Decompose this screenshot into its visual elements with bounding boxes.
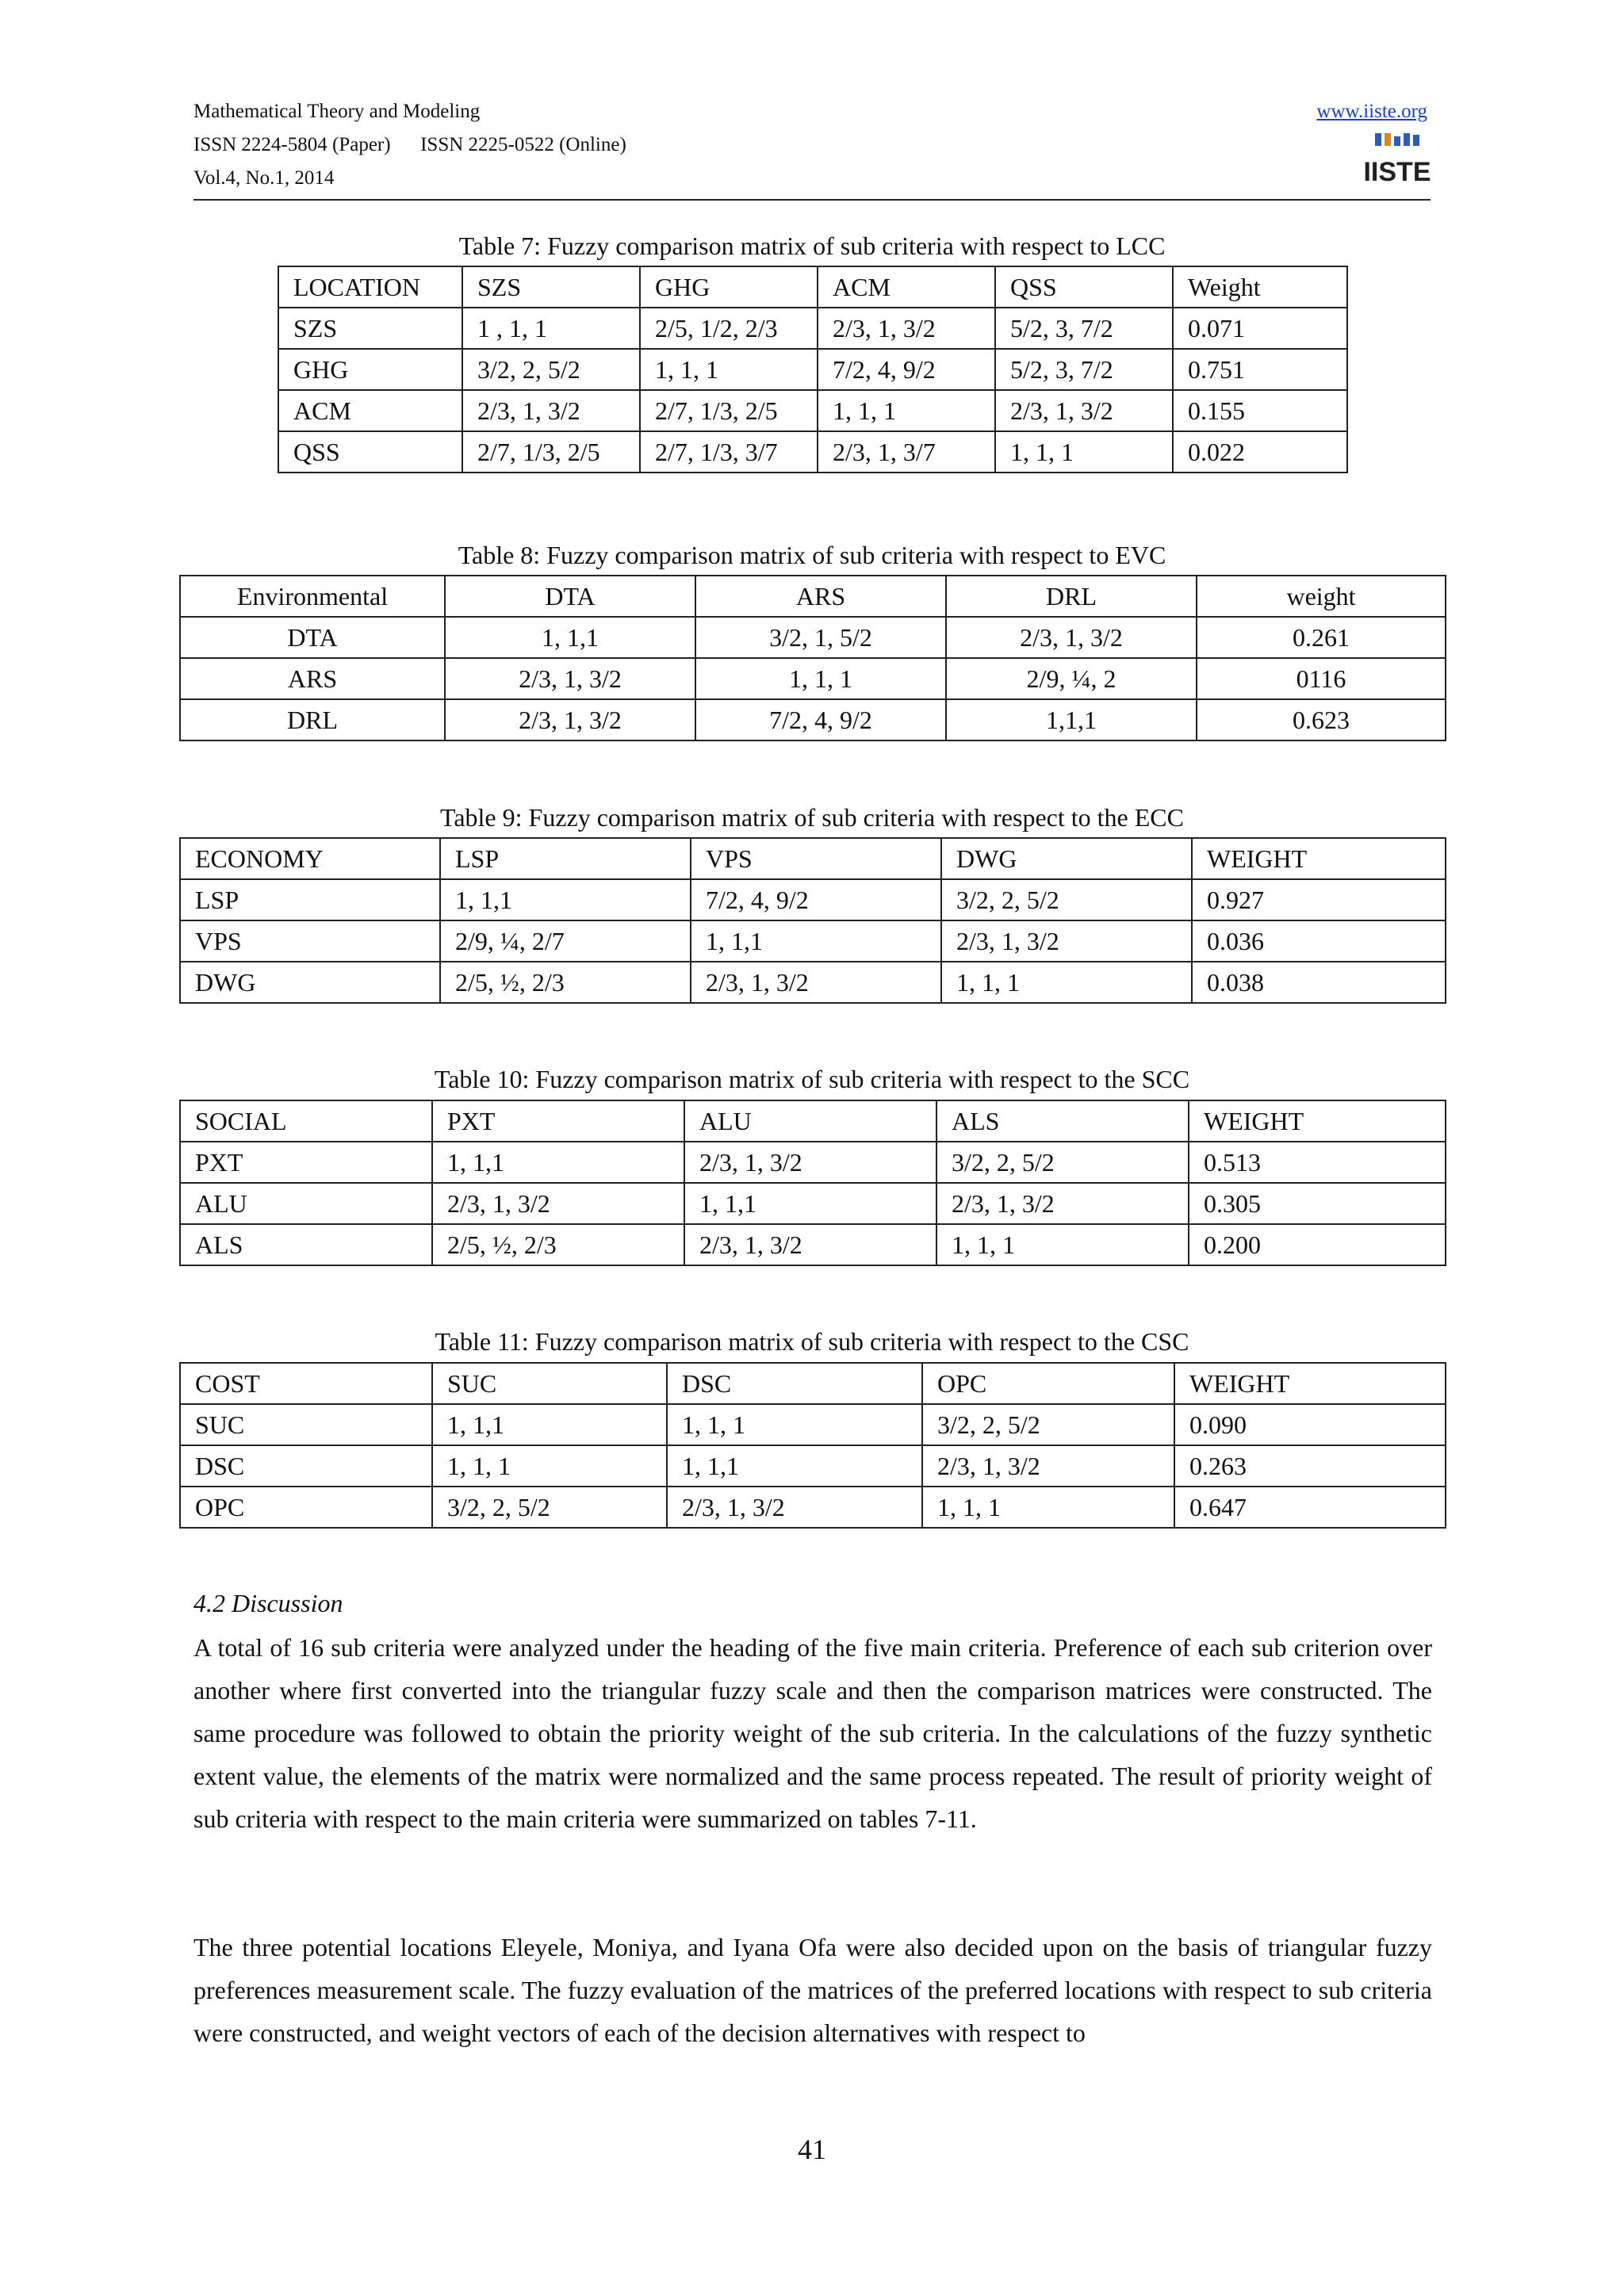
table-cell: LSP (180, 879, 440, 920)
table-header-cell: OPC (922, 1363, 1174, 1404)
table-cell: 3/2, 2, 5/2 (432, 1487, 667, 1528)
table-row (180, 1142, 1446, 1183)
table-row (180, 962, 1446, 1003)
table-cell: 0.305 (1189, 1183, 1446, 1224)
discussion-paragraph-2: The three potential locations Eleyele, Moniya, and Iyana Ofa were also decided upon on the basis of triangular fuzzy preferences measurement scale. The fuzzy evaluation of the matrices of the preferred locations with respect to sub criteria were constructed, and weight vectors of each of the decision alternatives with respect to (193, 1933, 1432, 2047)
table-row (180, 1404, 1446, 1445)
table-cell: 1, 1, 1 (936, 1224, 1189, 1265)
table-row (278, 390, 1347, 431)
table-cell: QSS (278, 431, 462, 473)
table-cell: 2/3, 1, 3/2 (995, 390, 1173, 431)
header-rule (193, 199, 1431, 201)
discussion-paragraph-1: A total of 16 sub criteria were analyzed under the heading of the five main criteria. Preference of each sub criterion over another where first converted into the triangular fuzzy scale and then the comparison matrices were constructed. The same procedure was followed to obtain the priority weight of the sub criteria. In the calculations of the fuzzy synthetic extent value, the elements of the matrix were normalized and the same process repeated. The result of priority weight of sub criteria with respect to the main criteria were summarized on tables 7-11. (193, 1633, 1432, 1833)
table-cell: 2/5, 1/2, 2/3 (640, 308, 818, 349)
table-row (180, 1445, 1446, 1487)
section-heading: 4.2 Discussion (193, 1589, 343, 1617)
table-cell: 0.071 (1173, 308, 1347, 349)
table-cell: 2/3, 1, 3/2 (691, 962, 941, 1003)
table-header-cell: GHG (640, 266, 818, 308)
table-cell: DSC (180, 1445, 432, 1487)
journal-url-link[interactable]: www.iiste.org (1316, 101, 1427, 122)
table-cell: 1, 1, 1 (432, 1445, 667, 1487)
table-header-cell: DTA (445, 576, 695, 617)
table-11 (179, 1362, 1446, 1529)
table-header-cell: ALS (936, 1100, 1189, 1142)
table-7-caption: Table 7: Fuzzy comparison matrix of sub criteria with respect to LCC (458, 232, 1166, 260)
table-cell: 2/7, 1/3, 3/7 (640, 431, 818, 473)
table-cell: 2/3, 1, 3/2 (818, 308, 995, 349)
table-row (180, 920, 1446, 962)
table-cell: 3/2, 2, 5/2 (941, 879, 1192, 920)
table-header-cell: ACM (818, 266, 995, 308)
table-cell: 2/5, ½, 2/3 (440, 962, 691, 1003)
table-row (278, 349, 1347, 390)
table-header-cell: LSP (440, 838, 691, 879)
table-row (180, 879, 1446, 920)
table-header-cell: SUC (432, 1363, 667, 1404)
table-header-cell: DSC (667, 1363, 922, 1404)
table-11-caption: Table 11: Fuzzy comparison matrix of sub criteria with respect to the CSC (435, 1327, 1189, 1356)
table-cell: 1, 1, 1 (667, 1404, 922, 1445)
table-cell: 1 , 1, 1 (462, 308, 640, 349)
table-10-caption: Table 10: Fuzzy comparison matrix of sub criteria with respect to the SCC (434, 1065, 1190, 1093)
table-header-cell: ECONOMY (180, 838, 440, 879)
table-cell: 2/3, 1, 3/2 (922, 1445, 1174, 1487)
table-cell: 0.623 (1197, 699, 1446, 740)
table-header-row (278, 266, 1347, 308)
table-cell: 0.038 (1192, 962, 1446, 1003)
table-cell: 2/9, ¼, 2 (946, 658, 1197, 699)
table-cell: 2/3, 1, 3/2 (936, 1183, 1189, 1224)
table-cell: ACM (278, 390, 462, 431)
table-cell: 2/7, 1/3, 2/5 (640, 390, 818, 431)
table-cell: 0.513 (1189, 1142, 1446, 1183)
table-cell: 1, 1, 1 (640, 349, 818, 390)
table-header-cell: COST (180, 1363, 432, 1404)
table-header-row (180, 838, 1446, 879)
table-header-row (180, 576, 1446, 617)
table-cell: 0.200 (1189, 1224, 1446, 1265)
table-cell: DTA (180, 617, 445, 658)
table-cell: 1, 1,1 (440, 879, 691, 920)
table-header-cell: ARS (695, 576, 946, 617)
table-cell: DWG (180, 962, 440, 1003)
table-header-cell: PXT (432, 1100, 684, 1142)
table-cell: 3/2, 2, 5/2 (936, 1142, 1189, 1183)
table-cell: 3/2, 1, 5/2 (695, 617, 946, 658)
page-number: 41 (798, 2133, 826, 2165)
table-header-cell: DRL (946, 576, 1197, 617)
page-header (193, 95, 1431, 198)
table-header-cell: SZS (462, 266, 640, 308)
table-cell: 3/2, 2, 5/2 (462, 349, 640, 390)
table-cell: 2/3, 1, 3/2 (946, 617, 1197, 658)
table-9 (179, 837, 1446, 1004)
table-10 (179, 1100, 1446, 1266)
table-9-caption: Table 9: Fuzzy comparison matrix of sub criteria with respect to the ECC (440, 803, 1184, 832)
table-7 (278, 266, 1348, 473)
table-cell: 0.263 (1174, 1445, 1446, 1487)
table-header-row (180, 1363, 1446, 1404)
table-cell: OPC (180, 1487, 432, 1528)
table-cell: 2/5, ½, 2/3 (432, 1224, 684, 1265)
table-cell: 2/3, 1, 3/2 (462, 390, 640, 431)
volume-line: Vol.4, No.1, 2014 (193, 167, 335, 189)
table-cell: ARS (180, 658, 445, 699)
table-cell: SZS (278, 308, 462, 349)
table-cell: SUC (180, 1404, 432, 1445)
table-cell: 1, 1, 1 (995, 431, 1173, 473)
table-cell: 1, 1, 1 (695, 658, 946, 699)
table-cell: 0.751 (1173, 349, 1347, 390)
table-cell: VPS (180, 920, 440, 962)
table-cell: 1, 1,1 (445, 617, 695, 658)
table-cell: 2/3, 1, 3/2 (941, 920, 1192, 962)
table-header-cell: WEIGHT (1192, 838, 1446, 879)
table-8-caption: Table 8: Fuzzy comparison matrix of sub criteria with respect to EVC (458, 541, 1166, 569)
table-cell: PXT (180, 1142, 432, 1183)
table-row (180, 1224, 1446, 1265)
table-header-cell: WEIGHT (1174, 1363, 1446, 1404)
table-cell: 0.090 (1174, 1404, 1446, 1445)
table-cell: 0.155 (1173, 390, 1347, 431)
table-header-cell: LOCATION (278, 266, 462, 308)
table-cell: 2/3, 1, 3/2 (432, 1183, 684, 1224)
table-cell: ALS (180, 1224, 432, 1265)
table-header-cell: ALU (684, 1100, 936, 1142)
table-header-cell: VPS (691, 838, 941, 879)
table-cell: DRL (180, 699, 445, 740)
table-cell: 2/3, 1, 3/2 (667, 1487, 922, 1528)
table-cell: 2/3, 1, 3/2 (684, 1142, 936, 1183)
table-cell: GHG (278, 349, 462, 390)
table-row (180, 658, 1446, 699)
table-8 (179, 575, 1446, 741)
table-cell: 2/9, ¼, 2/7 (440, 920, 691, 962)
table-cell: 5/2, 3, 7/2 (995, 349, 1173, 390)
table-header-cell: QSS (995, 266, 1173, 308)
table-cell: 0.927 (1192, 879, 1446, 920)
table-header-row (180, 1100, 1446, 1142)
table-cell: 1, 1, 1 (818, 390, 995, 431)
table-cell: 1,1,1 (946, 699, 1197, 740)
table-row (278, 308, 1347, 349)
table-cell: 7/2, 4, 9/2 (818, 349, 995, 390)
table-cell: 1, 1, 1 (941, 962, 1192, 1003)
table-header-cell: weight (1197, 576, 1446, 617)
table-cell: 1, 1,1 (667, 1445, 922, 1487)
iiste-logo-icon (1363, 132, 1431, 192)
table-header-cell: SOCIAL (180, 1100, 432, 1142)
table-cell: 0.036 (1192, 920, 1446, 962)
table-header-cell: DWG (941, 838, 1192, 879)
table-cell: 2/3, 1, 3/2 (445, 699, 695, 740)
table-cell: 3/2, 2, 5/2 (922, 1404, 1174, 1445)
table-cell: 1, 1,1 (684, 1183, 936, 1224)
table-row (180, 1183, 1446, 1224)
table-cell: 2/3, 1, 3/2 (684, 1224, 936, 1265)
table-cell: 2/7, 1/3, 2/5 (462, 431, 640, 473)
table-cell: 0.261 (1197, 617, 1446, 658)
table-row (180, 699, 1446, 740)
issn-line: ISSN 2224-5804 (Paper) ISSN 2225-0522 (Online) (193, 134, 626, 155)
table-cell: 5/2, 3, 7/2 (995, 308, 1173, 349)
table-cell: 0.022 (1173, 431, 1347, 473)
table-cell: 2/3, 1, 3/7 (818, 431, 995, 473)
table-cell: 0116 (1197, 658, 1446, 699)
table-cell: 1, 1,1 (432, 1404, 667, 1445)
table-row (180, 617, 1446, 658)
table-cell: 1, 1, 1 (922, 1487, 1174, 1528)
table-cell: 7/2, 4, 9/2 (695, 699, 946, 740)
table-cell: 7/2, 4, 9/2 (691, 879, 941, 920)
table-header-cell: WEIGHT (1189, 1100, 1446, 1142)
table-cell: 1, 1,1 (432, 1142, 684, 1183)
table-cell: 0.647 (1174, 1487, 1446, 1528)
table-header-cell: Weight (1173, 266, 1347, 308)
table-header-cell: Environmental (180, 576, 445, 617)
svg-text:IISTE: IISTE (1363, 157, 1431, 187)
table-row (278, 431, 1347, 473)
table-row (180, 1487, 1446, 1528)
table-cell: 2/3, 1, 3/2 (445, 658, 695, 699)
table-cell: 1, 1,1 (691, 920, 941, 962)
table-cell: ALU (180, 1183, 432, 1224)
journal-name: Mathematical Theory and Modeling (193, 101, 481, 122)
